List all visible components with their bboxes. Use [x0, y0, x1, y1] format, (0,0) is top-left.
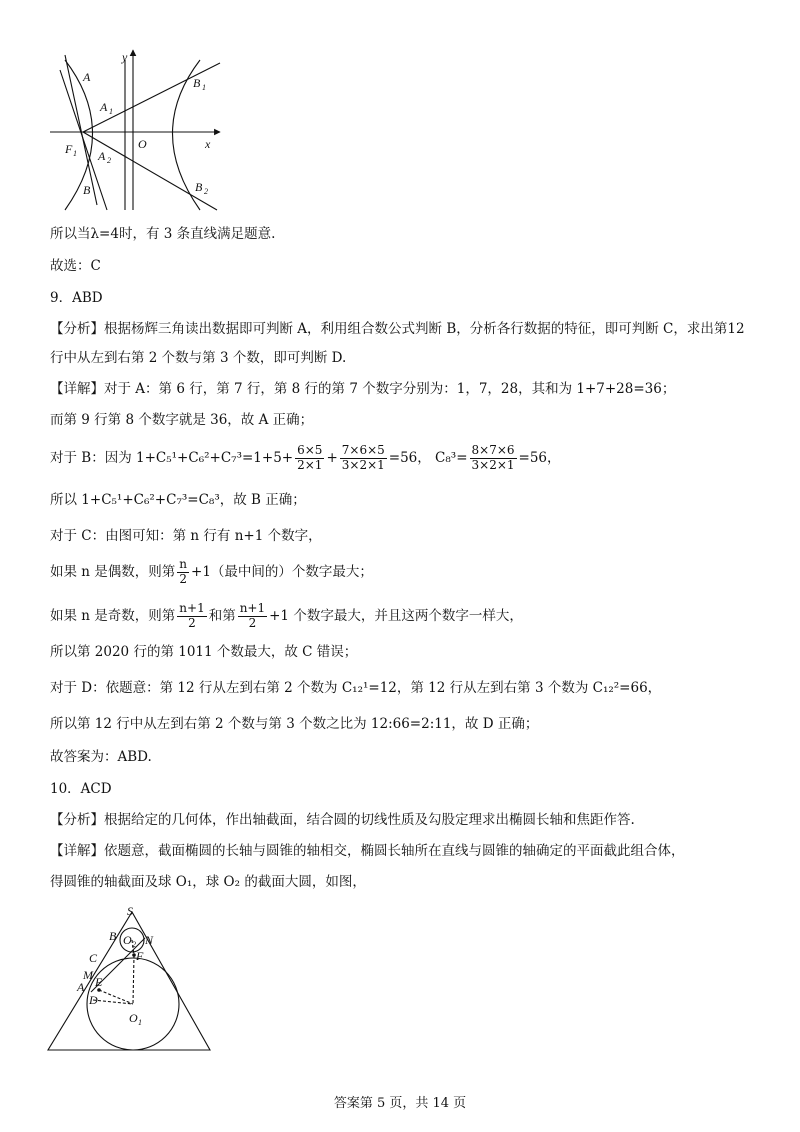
label-E: E	[95, 975, 103, 989]
q10-title: 10．ACD	[50, 781, 112, 797]
b1-fraction-3: $\frac{8\times 7\times 6}{3\times 2\times 1}$	[471, 443, 515, 472]
label-O1-sub: 1	[138, 1018, 142, 1027]
q9-analysis-1: 【分析】根据杨辉三角读出数据即可判断 A，利用组合数公式判断 B，分析各行数据的特征，即可判断 C，求出第12	[50, 321, 745, 337]
q9-detail-b1	[50, 444, 561, 473]
q9-answer: 故答案为：ABD.	[50, 749, 152, 765]
q9-detail-d1: 对于 D：依题意：第 12 行从左到右第 2 个数为 C₁₂¹=12，第 12 行从左到右第 3 个数为 C₁₂²=66，	[50, 680, 662, 696]
conclusion-line: 所以当λ=4时，有 3 条直线满足题意.	[50, 226, 276, 242]
label-A: A	[83, 70, 91, 84]
line-B1	[83, 63, 220, 132]
c3-fraction-2: $\frac{n+1}{2}$	[239, 601, 266, 630]
choice-line: 故选：C	[50, 258, 101, 274]
label-M: M	[83, 968, 93, 982]
cone-section-figure	[45, 900, 220, 1060]
c2-post: +1（最中间的）个数字最大；	[191, 563, 373, 580]
label-D: D	[89, 993, 98, 1007]
q9-detail-c2	[50, 558, 373, 587]
c2-pre: 如果 n 是偶数，则第	[50, 563, 176, 580]
c2-fraction: $\frac{n}{2}$	[179, 557, 188, 586]
label-A2-sub: 2	[107, 156, 111, 165]
label-B2-sub: 2	[204, 187, 208, 196]
q10-detail-1: 【详解】依题意，截面椭圆的长轴与圆锥的轴相交，椭圆长轴所在直线与圆锥的轴确定的平面截此组合体，	[50, 843, 685, 859]
q9-detail-a2: 而第 9 行第 8 个数字就是 36，故 A 正确；	[50, 412, 314, 428]
b1-fraction-2: $\frac{7\times 6\times 5}{3\times 2\times 1}$	[341, 443, 385, 472]
b1-post: =56，	[518, 449, 561, 466]
c3-pre: 如果 n 是奇数，则第	[50, 607, 176, 624]
q9-detail-c3	[50, 602, 523, 631]
c3-post: +1 个数字最大，并且这两个数字一样大，	[269, 607, 523, 624]
label-O2-sub: 2	[132, 940, 136, 949]
label-S: S	[127, 904, 133, 918]
label-y: y	[122, 50, 128, 64]
label-B1-sub: 1	[202, 83, 206, 92]
q9-detail-c1: 对于 C：由图可知：第 n 行有 n+1 个数字，	[50, 528, 322, 544]
segment-FO1	[133, 955, 134, 1004]
label-F: F	[136, 949, 144, 963]
label-F1-sub: 1	[73, 149, 77, 158]
q9-detail-a1: 【详解】对于 A：第 6 行，第 7 行，第 8 行的第 7 个数字分别为：1，7，28，其和为 1+7+28=36；	[50, 381, 676, 397]
q9-detail-c4: 所以第 2020 行的第 1011 个数最大，故 C 错误；	[50, 644, 358, 660]
q9-detail-b2: 所以 1+C₅¹+C₆²+C₇³=C₈³，故 B 正确；	[50, 492, 306, 508]
label-O2: O	[123, 933, 132, 947]
c3-mid: 和第	[208, 607, 236, 624]
page-footer: 答案第 5 页，共 14 页	[333, 1096, 467, 1111]
label-B2: B	[195, 180, 203, 194]
label-A1: A	[100, 100, 108, 114]
label-N: N	[145, 933, 154, 947]
c3-fraction-1: $\frac{n+1}{2}$	[179, 601, 205, 630]
label-O: O	[138, 137, 147, 151]
label-B1: B	[193, 76, 201, 90]
label-C: C	[89, 951, 98, 965]
label-A: A	[77, 980, 85, 994]
label-B: B	[83, 183, 91, 197]
segment-EO1	[99, 990, 133, 1004]
label-O1: O	[129, 1011, 138, 1025]
hyperbola-figure	[45, 45, 235, 215]
q10-detail-2: 得圆锥的轴截面及球 O₁，球 O₂ 的截面大圆，如图，	[50, 874, 366, 890]
q9-title: 9．ABD	[50, 290, 103, 306]
label-F1: F	[65, 142, 73, 156]
b1-mid: =56， C₈³=	[388, 449, 468, 466]
label-B: B	[109, 929, 117, 943]
b1-plus: +	[326, 449, 338, 466]
q10-analysis: 【分析】根据给定的几何体，作出轴截面，结合圆的切线性质及勾股定理求出椭圆长轴和焦距作答.	[50, 812, 635, 828]
q9-detail-d2: 所以第 12 行中从左到右第 2 个数与第 3 个数之比为 12:66=2:11，故 D 正确；	[50, 716, 539, 732]
label-A2: A	[98, 149, 106, 163]
label-x: x	[205, 137, 211, 151]
b1-fraction-1: $\frac{6\times 5}{2\times 1}$	[297, 443, 323, 472]
label-A1-sub: 1	[109, 107, 113, 116]
q9-analysis-2: 行中从左到右第 2 个数与第 3 个数，即可判断 D.	[50, 350, 347, 366]
b1-pre: 对于 B：因为 1+C₅¹+C₆²+C₇³=1+5+	[50, 449, 294, 466]
